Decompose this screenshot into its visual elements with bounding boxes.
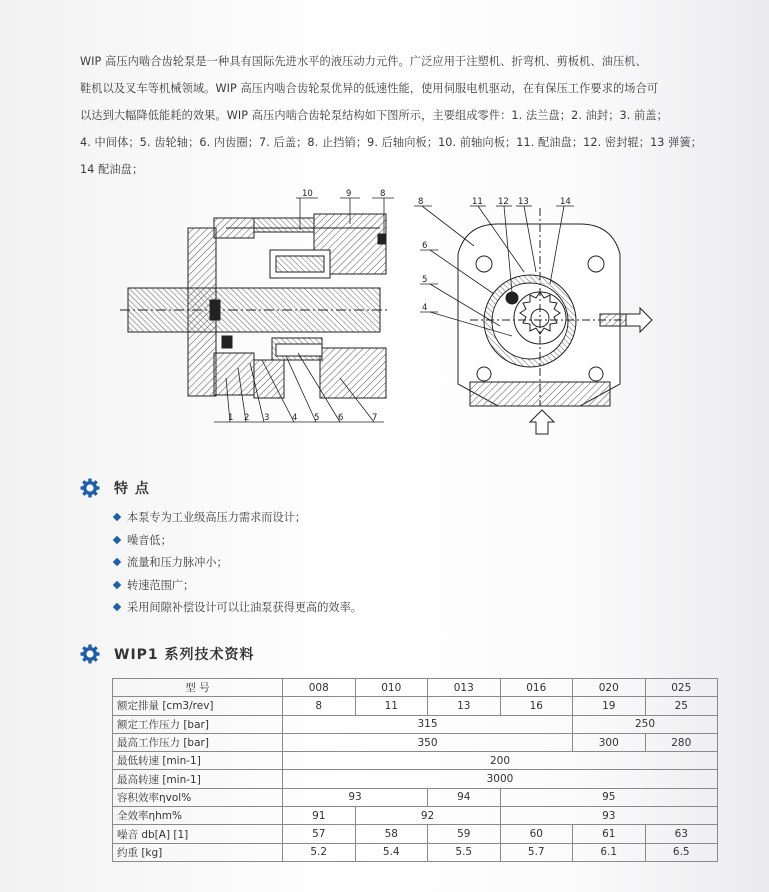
header-cell: 型 号 [113, 679, 283, 697]
row-label: 约重 [kg] [113, 843, 283, 861]
row-label: 最高转速 [min-1] [113, 770, 283, 788]
callout-label: 4 [292, 413, 298, 423]
table-header-row [113, 679, 718, 697]
callout-label: 3 [264, 413, 270, 423]
header-cell: 016 [500, 679, 573, 697]
feature-text: 本泵专为工业级高压力需求而设计； [127, 511, 307, 525]
table-row [113, 715, 718, 733]
list-item [112, 596, 362, 619]
value-cell: 11 [355, 697, 428, 715]
row-label: 噪音 db[A] [1] [113, 825, 283, 843]
value-cell: 13 [428, 697, 501, 715]
header-cell: 013 [428, 679, 501, 697]
table-row [113, 807, 718, 825]
callout-label: 10 [302, 189, 313, 199]
diamond-bullet-icon [113, 581, 121, 589]
value-cell: 5.5 [428, 843, 501, 861]
value-cell: 93 [283, 788, 428, 806]
value-cell: 93 [500, 807, 718, 825]
features-title: 特 点 [114, 481, 150, 497]
gear-icon [80, 644, 100, 664]
value-cell: 95 [500, 788, 718, 806]
value-cell: 25 [645, 697, 718, 715]
callout-label: 4 [422, 303, 428, 313]
callout-label: 8 [380, 189, 386, 199]
callout-label: 13 [518, 197, 529, 207]
intro-line: WIP 高压内啮合齿轮泵是一种具有国际先进水平的液压动力元件。广泛应用于注塑机、折弯机、剪板机、油压机、 [80, 55, 647, 68]
callout-label: 14 [560, 197, 571, 207]
intro-line: 以达到大幅降低能耗的效果。WIP 高压内啮合齿轮泵结构如下图所示，主要组成零件：1. 法兰盘；2. 油封；3. 前盖； [80, 109, 668, 122]
diamond-bullet-icon [113, 558, 121, 566]
value-cell: 6.1 [573, 843, 646, 861]
spec-heading [80, 644, 255, 664]
table-row [113, 733, 718, 751]
callout-label: 7 [372, 413, 378, 423]
table-row [113, 697, 718, 715]
row-label: 全效率ηhm% [113, 807, 283, 825]
intro-text [80, 48, 720, 183]
diamond-bullet-icon [113, 603, 121, 611]
sectional-view [120, 214, 390, 398]
callout-label: 9 [346, 189, 352, 199]
front-view [458, 208, 652, 434]
features-heading [80, 478, 150, 498]
intro-line: 14 配油盘； [80, 163, 144, 176]
value-cell: 92 [355, 807, 500, 825]
value-cell: 58 [355, 825, 428, 843]
diamond-bullet-icon [113, 513, 121, 521]
callout-label: 8 [418, 197, 424, 207]
feature-text: 转速范围广； [127, 578, 195, 592]
value-cell: 16 [500, 697, 573, 715]
callout-label: 6 [422, 241, 428, 251]
value-cell: 200 [283, 752, 718, 770]
list-item [112, 529, 362, 552]
feature-text: 采用间隙补偿设计可以让油泵获得更高的效率。 [127, 601, 362, 615]
feature-text: 流量和压力脉冲小； [127, 556, 228, 570]
callout-label: 11 [472, 197, 483, 207]
value-cell: 5.7 [500, 843, 573, 861]
list-item [112, 574, 362, 597]
value-cell: 19 [573, 697, 646, 715]
value-cell: 3000 [283, 770, 718, 788]
value-cell: 94 [428, 788, 501, 806]
header-cell: 025 [645, 679, 718, 697]
value-cell: 57 [283, 825, 356, 843]
callout-label: 5 [314, 413, 320, 423]
header-cell: 010 [355, 679, 428, 697]
list-item [112, 551, 362, 574]
value-cell: 350 [283, 733, 573, 751]
callout-label: 2 [244, 413, 250, 423]
list-item [112, 506, 362, 529]
callout-label: 12 [498, 197, 509, 207]
table-row [113, 752, 718, 770]
header-cell: 008 [283, 679, 356, 697]
row-label: 容积效率ηvol% [113, 788, 283, 806]
intro-line: 鞋机以及叉车等机械领域。WIP 高压内啮合齿轮泵优异的低速性能，使用伺服电机驱动，在有保压工作要求的场合可 [80, 82, 659, 95]
value-cell: 300 [573, 733, 646, 751]
callout-label: 5 [422, 275, 428, 285]
value-cell: 280 [645, 733, 718, 751]
feature-text: 噪音低； [127, 533, 172, 547]
table-row [113, 843, 718, 861]
value-cell: 5.4 [355, 843, 428, 861]
table-row [113, 770, 718, 788]
callout-label: 1 [228, 413, 234, 423]
table-row [113, 825, 718, 843]
value-cell: 315 [283, 715, 573, 733]
row-label: 最低转速 [min-1] [113, 752, 283, 770]
row-label: 额定排量 [cm3/rev] [113, 697, 283, 715]
spec-table [112, 678, 718, 862]
intro-line: 4. 中间体；5. 齿轮轴；6. 内齿圈；7. 后盖；8. 止挡销；9. 后轴向板；10. 前轴向板；11. 配油盘；12. 密封辊；13 弹簧； [80, 136, 703, 149]
table-row [113, 788, 718, 806]
value-cell: 8 [283, 697, 356, 715]
value-cell: 59 [428, 825, 501, 843]
value-cell: 91 [283, 807, 356, 825]
value-cell: 63 [645, 825, 718, 843]
value-cell: 60 [500, 825, 573, 843]
value-cell: 250 [573, 715, 718, 733]
value-cell: 5.2 [283, 843, 356, 861]
row-label: 最高工作压力 [bar] [113, 733, 283, 751]
gear-icon [80, 478, 100, 498]
pump-structure-diagram [0, 188, 769, 438]
features-list [112, 506, 362, 619]
diamond-bullet-icon [113, 536, 121, 544]
spec-title: WIP1 系列技术资料 [114, 647, 255, 663]
value-cell: 6.5 [645, 843, 718, 861]
row-label: 额定工作压力 [bar] [113, 715, 283, 733]
callout-label: 6 [338, 413, 344, 423]
value-cell: 61 [573, 825, 646, 843]
header-cell: 020 [573, 679, 646, 697]
